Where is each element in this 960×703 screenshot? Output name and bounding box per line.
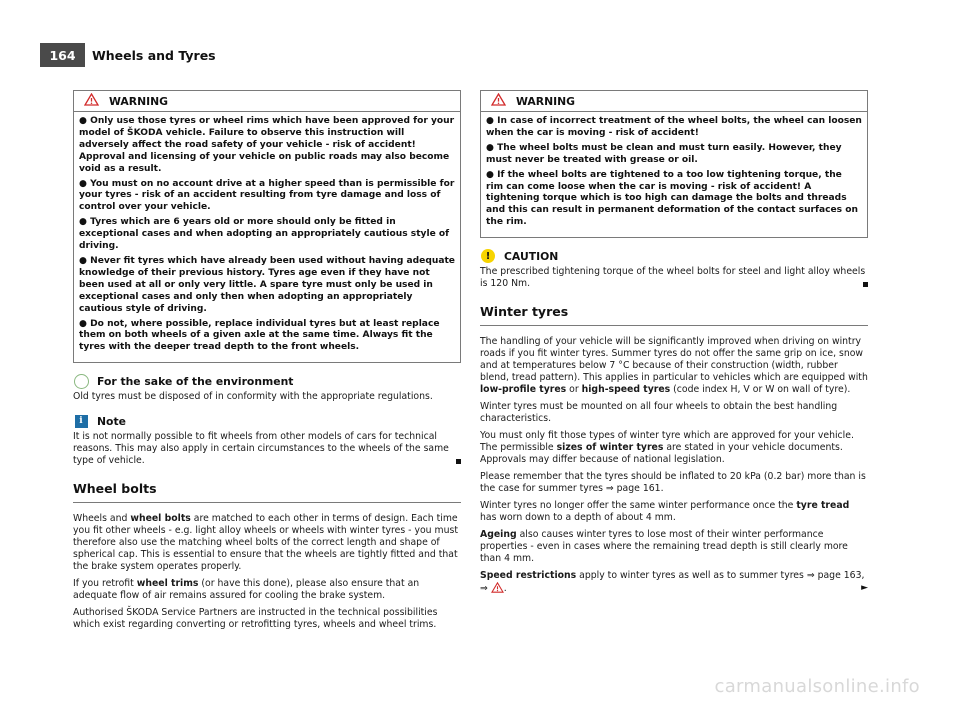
warning-item: ● Never fit tyres which have already been used without having adequate knowledge of their previous history. Tyres age even if they have not been used at all or only very little. A spare tyre must only be used in exceptional cases and only then when adopting an appropriately cautious style of driving. [79, 255, 455, 314]
warning-item: ● Only use those tyres or wheel rims which have been approved for your model of ŠKODA vehicle. Failure to observe this instruction will adversely affect the road safety of your vehicle - risk of accident! Approval and licensing of your vehicle on public roads may also become void as a result. [79, 116, 455, 174]
section-title-wheel-bolts: Wheel bolts [73, 481, 461, 503]
warning-header [74, 91, 460, 112]
right-column [480, 90, 868, 602]
note-title: Note [97, 414, 126, 428]
warning-box-wheel-bolts [480, 90, 868, 238]
caution-title: CAUTION [504, 249, 559, 263]
warning-item: ● Do not, where possible, replace individual tyres but at least replace them on both wheels of a given axle at the same time. Always fit the tyres with the deeper tread depth to the front wheels. [79, 318, 440, 353]
note-header [73, 413, 461, 429]
paragraph: Please remember that the tyres should be inflated to 20 kPa (0.2 bar) more than is the case for summer tyres ⇒ page 161. [480, 471, 866, 495]
end-of-section-mark [456, 459, 461, 464]
paragraph: Authorised ŠKODA Service Partners are instructed in the technical possibilities which exist regarding converting or retrofitting tyres, wheels and wheel trims. [73, 607, 438, 631]
warning-item: ● You must on no account drive at a higher speed than is permissible for your tyres - risk of an accident resulting from tyre damage and loss of control over your vehicle. [79, 178, 455, 213]
continue-arrow-icon: ► [861, 583, 868, 594]
warning-box-tyres [73, 90, 461, 363]
paragraph: The handling of your vehicle will be significantly improved when driving on wintry roads if you fit winter tyres. Summer tyres do not offer the same grip on ice, snow and at temperatures below 7 °C because of their construction (width, rubber blend, tread pattern). This applies in particular to vehicles which are equipped with low-profile tyres or high-speed tyres (code index H, V or W on wall of tyre). [480, 336, 868, 396]
chapter-title: Wheels and Tyres [92, 47, 216, 63]
environment-text: Old tyres must be disposed of in conformity with the appropriate regulations. [73, 391, 433, 403]
paragraph: You must only fit those types of winter tyre which are approved for your vehicle. The permissible sizes of winter tyres are stated in your vehicle documents. Approvals may differ because of national legislation. [480, 430, 854, 466]
warning-title: WARNING [516, 94, 576, 108]
warning-triangle-icon [491, 93, 506, 109]
paragraph: Wheels and wheel bolts are matched to each other in terms of design. Each time you fit other wheels - e.g. light alloy wheels or wheels with winter tyres - you must therefore also use the matching wheel bolts of the correct length and shape of spherical cap. This is essential to ensure that the wheels are tightly fitted and that the brake system operates properly. [73, 513, 458, 573]
page-header [40, 43, 216, 67]
caution-header [480, 248, 868, 264]
note-text: It is not normally possible to fit wheels from other models of cars for technical reasons. This may also apply in certain circumstances to the wheels of the same type of vehicle. [73, 431, 461, 467]
environment-header [73, 373, 461, 389]
paragraph: Winter tyres no longer offer the same winter performance once the tyre tread has worn down to a depth of about 4 mm. [480, 500, 850, 524]
warning-item: ● Tyres which are 6 years old or more should only be fitted in exceptional cases and when adopting an appropriately cautious style of driving. [79, 217, 450, 252]
warning-header [481, 91, 867, 112]
warning-item: ● The wheel bolts must be clean and must turn easily. However, they must never be treated with grease or oil. [486, 142, 842, 165]
warning-triangle-icon [84, 93, 99, 109]
paragraph: Winter tyres must be mounted on all four wheels to obtain the best handling characteristics. [480, 401, 838, 425]
paragraph: Ageing also causes winter tyres to lose most of their winter performance properties - even in cases where the remaining tread depth is still clearly more than 4 mm. [480, 529, 848, 565]
paragraph: If you retrofit wheel trims (or have this done), please also ensure that an adequate flow of air remains assured for cooling the brake system. [73, 578, 420, 602]
environment-icon [73, 373, 89, 389]
caution-text: The prescribed tightening torque of the wheel bolts for steel and light alloy wheels is 120 Nm. [480, 266, 868, 290]
watermark: carmanualsonline.info [714, 676, 920, 697]
page-number: 164 [40, 43, 85, 67]
warning-title: WARNING [109, 94, 169, 108]
end-of-section-mark [863, 282, 868, 287]
left-column [73, 90, 461, 636]
info-icon: i [73, 413, 89, 429]
paragraph: Speed restrictions apply to winter tyres as well as to summer tyres ⇒ page 163, ⇒ . ► [480, 570, 868, 597]
warning-body [74, 112, 460, 362]
warning-body [481, 112, 867, 237]
section-title-winter-tyres: Winter tyres [480, 304, 868, 326]
environment-title: For the sake of the environment [97, 374, 294, 388]
caution-icon: ! [480, 248, 496, 264]
warning-triangle-icon [491, 582, 504, 597]
warning-item: ● In case of incorrect treatment of the wheel bolts, the wheel can loosen when the car is moving - risk of accident! [486, 116, 862, 138]
warning-item: ● If the wheel bolts are tightened to a too low tightening torque, the rim can come loose when the car is moving - risk of accident! A tightening torque which is too high can damage the bolts and threads and this can result in permanent deformation of the contact surfaces on the rim. [486, 169, 858, 228]
